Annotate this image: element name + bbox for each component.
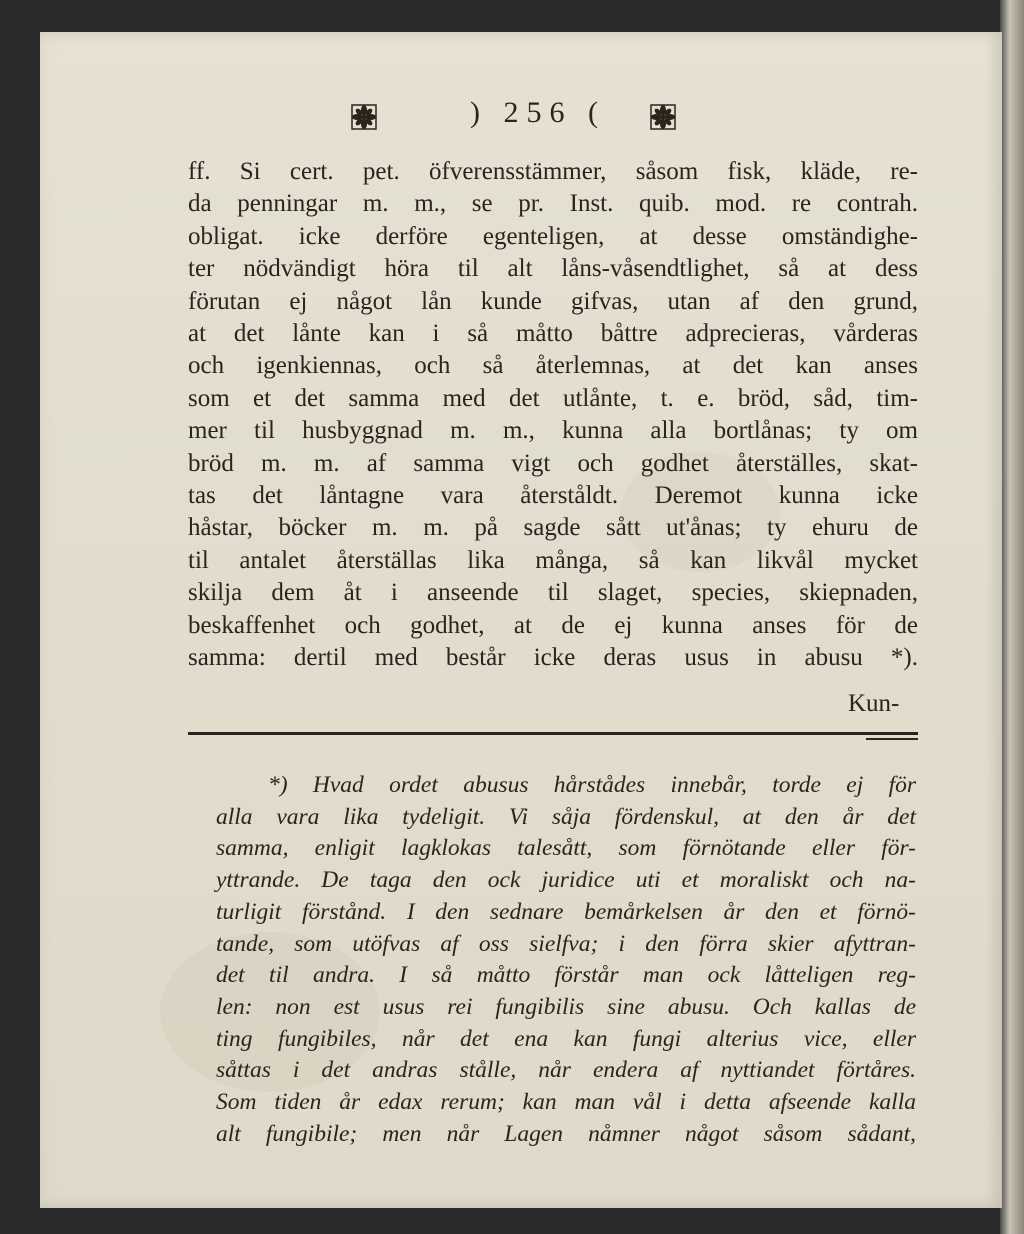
- flower-ornament-icon: [349, 102, 379, 132]
- text-line: beskaffenhet och godhet, at de ej kunna anses för de: [188, 611, 918, 639]
- book-page: [40, 32, 1002, 1208]
- book-spine: [1000, 0, 1024, 1234]
- main-text: [188, 156, 918, 675]
- footnote-line: såttas i det andras stålle, når endera af nyttiandet förtåres.: [216, 1057, 916, 1084]
- text-line: som et det samma med det utlånte, t. e. bröd, såd, tim-: [188, 384, 918, 412]
- footnote-line: turligit förstånd. I den sednare bemårkelsen år den et förnö-: [216, 898, 916, 925]
- text-line: obligat. icke derföre egenteligen, at desse omständighe-: [188, 222, 918, 250]
- footnote-line: tande, som utöfvas af oss sielfva; i den förra skier afyttran-: [216, 930, 916, 957]
- flower-ornament-icon: [648, 102, 678, 132]
- text-line: tas det låntagne vara återståldt. Deremot kunna icke: [188, 482, 918, 510]
- text-line: skilja dem åt i anseende til slaget, species, skiepnaden,: [188, 579, 918, 607]
- footnote-line: det til andra. I så måtto förstår man ock låtteligen reg-: [216, 962, 916, 989]
- footnote-line: ting fungibiles, når det ena kan fungi alterius vice, eller: [216, 1025, 916, 1052]
- footnote: [216, 770, 916, 1150]
- text-line: bröd m. m. af samma vigt och godhet återställes, skat-: [188, 449, 918, 477]
- catchword: Kun-: [848, 690, 900, 717]
- footnote-line: Som tiden år edax rerum; kan man vål i detta afseende kalla: [216, 1089, 916, 1116]
- footnote-line: samma, enligit lagklokas talesått, som förnötande eller för-: [216, 835, 916, 862]
- footnote-rule-short: [866, 738, 918, 740]
- text-line: förutan ej något lån kunde gifvas, utan af den grund,: [188, 287, 918, 315]
- text-line: til antalet återställas lika många, så kan likvål mycket: [188, 546, 918, 574]
- text-line: da penningar m. m., se pr. Inst. quib. mod. re contrah.: [188, 190, 918, 218]
- text-line: samma: dertil med består icke deras usus in abusu *).: [188, 644, 918, 672]
- footnote-line: alla vara lika tydeligit. Vi såja fördenskul, at den år det: [216, 803, 916, 830]
- text-line: håstar, böcker m. m. på sagde sått ut'ånas; ty ehuru de: [188, 514, 918, 542]
- text-line: ter nödvändigt höra til alt låns-våsendtlighet, så at dess: [188, 255, 918, 283]
- text-line: ff. Si cert. pet. öfverensstämmer, såsom fisk, kläde, re-: [188, 158, 918, 185]
- footnote-rule: [188, 732, 918, 735]
- text-line: och igenkiennas, och så återlemnas, at det kan anses: [188, 352, 918, 380]
- footnote-line: *) Hvad ordet abusus hårstådes innebår, torde ej för: [268, 772, 916, 798]
- footnote-line: len: non est usus rei fungibilis sine abusu. Och kallas de: [216, 993, 916, 1020]
- text-line: at det lånte kan i så måtto båttre adprecieras, vårderas: [188, 320, 918, 348]
- text-line: mer til husbyggnad m. m., kunna alla bortlånas; ty om: [188, 417, 918, 445]
- footnote-line: alt fungibile; men når Lagen nåmner något såsom sådant,: [216, 1120, 916, 1147]
- page-number: ) 256 (: [470, 96, 606, 129]
- page-header: [40, 96, 1002, 142]
- footnote-line: yttrande. De taga den ock juridice uti et moraliskt och na-: [216, 867, 916, 894]
